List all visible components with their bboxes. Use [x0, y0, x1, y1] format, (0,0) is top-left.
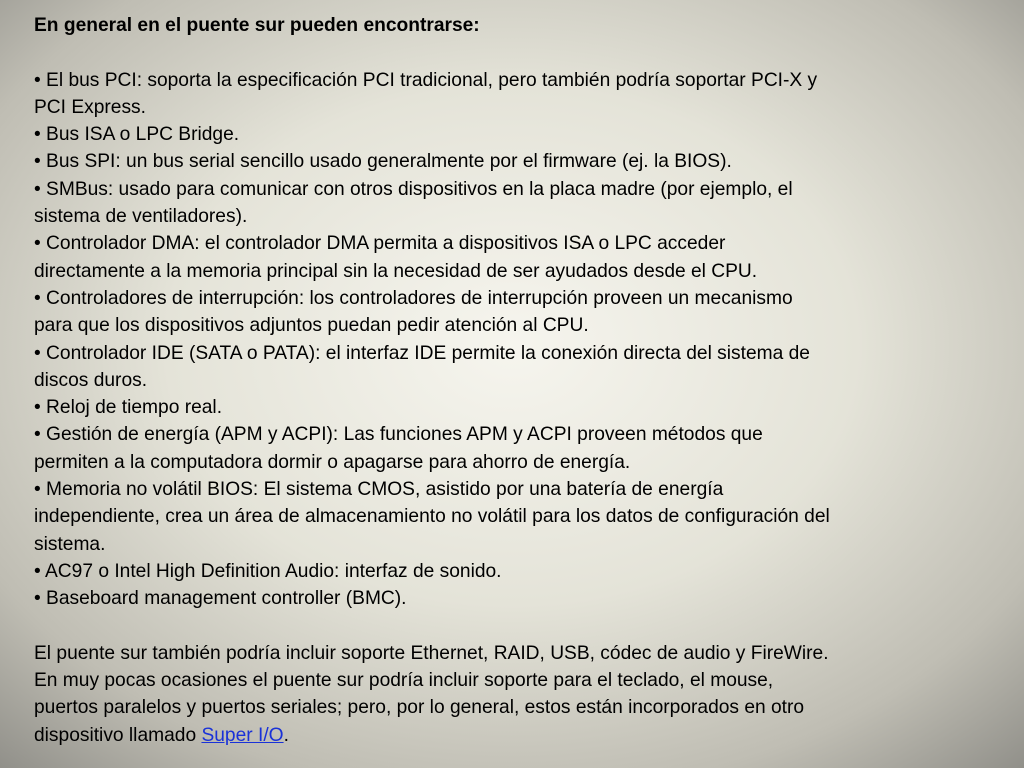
closing-line: puertos paralelos y puertos seriales; pero, por lo general, estos están incorporados en otro	[34, 697, 805, 719]
bullet-line: independiente, crea un área de almacenamiento no volátil para los datos de configuración del	[34, 506, 830, 528]
bullet-line: • Bus ISA o LPC Bridge.	[34, 124, 240, 146]
slide-content	[34, 12, 994, 749]
bullet-item	[34, 121, 994, 148]
bullet-line: • El bus PCI: soporta la especificación PCI tradicional, pero también podría soportar PCI-X y	[34, 69, 818, 91]
bullet-line: • Memoria no volátil BIOS: El sistema CMOS, asistido por una batería de energía	[34, 479, 724, 501]
closing-line: En muy pocas ocasiones el puente sur podría incluir soporte para el teclado, el mouse,	[34, 670, 774, 692]
bullet-line: PCI Express.	[34, 96, 146, 118]
closing-suffix: .	[283, 724, 289, 746]
bullet-item	[34, 67, 994, 122]
closing-line: El puente sur también podría incluir soporte Ethernet, RAID, USB, códec de audio y FireWire.	[34, 642, 829, 664]
bullet-item	[34, 558, 994, 585]
bullet-item	[34, 421, 994, 476]
bullet-line: • Baseboard management controller (BMC).	[34, 588, 407, 610]
bullet-item	[34, 285, 994, 340]
closing-prefix: dispositivo llamado	[34, 724, 202, 746]
bullet-line: • SMBus: usado para comunicar con otros dispositivos en la placa madre (por ejemplo, el	[34, 178, 793, 200]
bullet-item	[34, 176, 994, 231]
bullet-line: permiten a la computadora dormir o apagarse para ahorro de energía.	[34, 451, 631, 473]
super-io-link[interactable]: Super I/O	[201, 724, 284, 746]
bullet-item	[34, 340, 994, 395]
bullet-line: • AC97 o Intel High Definition Audio: interfaz de sonido.	[34, 560, 502, 582]
bullet-item	[34, 148, 994, 175]
bullet-line: sistema de ventiladores).	[34, 206, 248, 228]
bullet-item	[34, 394, 994, 421]
bullet-line: • Controlador DMA: el controlador DMA permita a dispositivos ISA o LPC acceder	[34, 233, 726, 255]
bullet-line: • Controladores de interrupción: los controladores de interrupción proveen un mecanismo	[34, 287, 793, 309]
bullet-item	[34, 585, 994, 612]
spacer	[34, 613, 994, 640]
bullet-line: sistema.	[34, 533, 106, 555]
bullet-item	[34, 476, 994, 558]
bullet-line: • Controlador IDE (SATA o PATA): el interfaz IDE permite la conexión directa del sistema de	[34, 342, 810, 364]
bullet-line: discos duros.	[34, 369, 148, 391]
bullet-item	[34, 230, 994, 285]
bullet-line: • Gestión de energía (APM y ACPI): Las funciones APM y ACPI proveen métodos que	[34, 424, 763, 446]
bullet-list	[34, 67, 994, 613]
bullet-line: • Bus SPI: un bus serial sencillo usado generalmente por el firmware (ej. la BIOS).	[34, 151, 732, 173]
closing-last-line	[34, 722, 994, 749]
spacer	[34, 39, 994, 66]
bullet-line: directamente a la memoria principal sin la necesidad de ser ayudados desde el CPU.	[34, 260, 758, 282]
closing-paragraph	[34, 640, 994, 749]
slide-heading: En general en el puente sur pueden encontrarse:	[34, 15, 480, 36]
bullet-line: • Reloj de tiempo real.	[34, 397, 223, 419]
bullet-line: para que los dispositivos adjuntos puedan pedir atención al CPU.	[34, 315, 589, 337]
